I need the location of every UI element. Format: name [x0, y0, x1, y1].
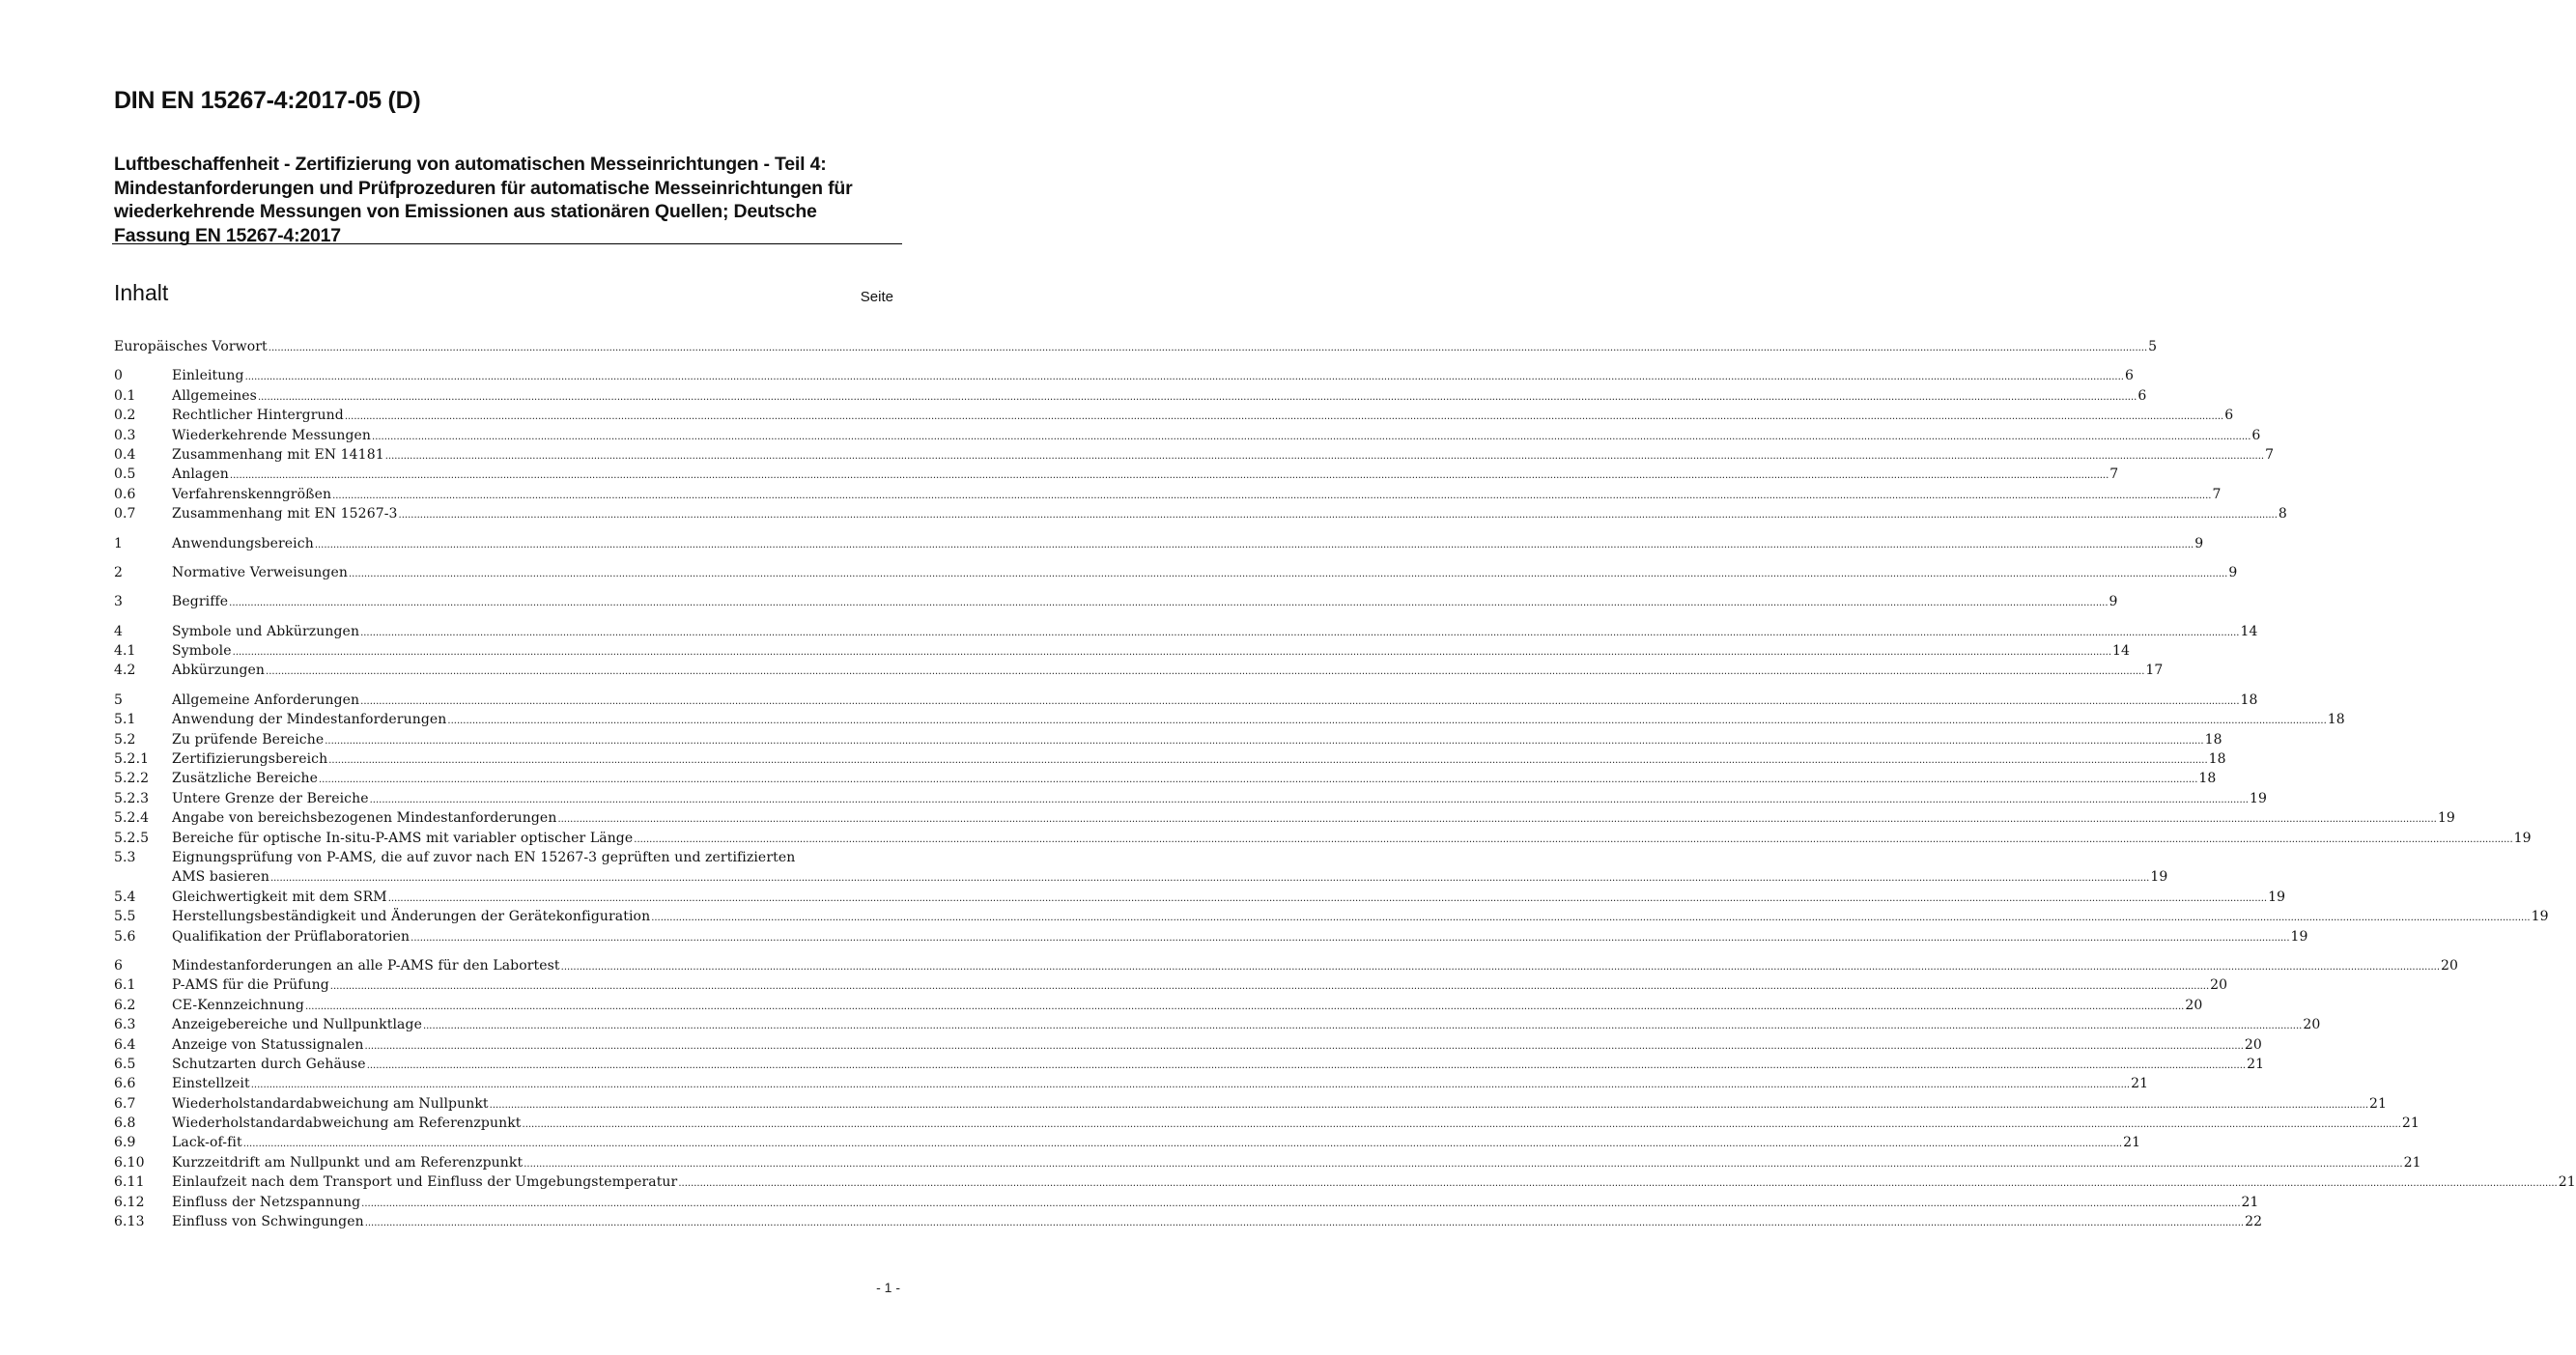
- toc-entry-page: 21: [2403, 1154, 2421, 1171]
- toc-leader-dots: [372, 428, 2250, 447]
- toc-entry[interactable]: [114, 1114, 2420, 1133]
- toc-heading: Inhalt: [114, 280, 169, 305]
- toc-entry[interactable]: [114, 691, 2258, 710]
- toc-entry-title: Herstellungsbeständigkeit und Änderungen der Gerätekonfiguration: [172, 909, 651, 925]
- toc-entry-page: 21: [2241, 1194, 2259, 1210]
- toc-leader-dots: [388, 889, 2267, 909]
- toc-entry-title: Kurzzeitdrift am Nullpunkt und am Referenzpunkt: [172, 1154, 524, 1171]
- toc-entry-number: 6.4: [114, 1036, 136, 1053]
- toc-entry-page: 18: [2240, 692, 2258, 708]
- toc-entry[interactable]: [114, 337, 2158, 356]
- toc-leader-dots: [370, 791, 2249, 810]
- toc-leader-dots: [230, 466, 2109, 486]
- page-number: - 1 -: [876, 1280, 900, 1295]
- toc-leader-dots: [399, 506, 2278, 525]
- toc-entry[interactable]: [114, 789, 2267, 808]
- toc-leader-dots: [233, 643, 2111, 663]
- toc-entry[interactable]: [114, 769, 2217, 788]
- toc-leader-dots: [365, 1037, 2244, 1057]
- toc-entry[interactable]: [114, 829, 2532, 848]
- toc-leader-dots: [305, 998, 2184, 1017]
- toc-entry-page: 14: [2240, 623, 2258, 639]
- toc-entry-number: 5.2.5: [114, 830, 150, 846]
- toc-leader-dots: [410, 929, 2289, 948]
- toc-entry-title: Allgemeines: [172, 387, 257, 404]
- toc-entry-page: 21: [2247, 1056, 2265, 1072]
- toc-entry-page: 19: [2437, 810, 2455, 827]
- toc-entry[interactable]: [114, 927, 2308, 946]
- toc-leader-dots: [315, 536, 2194, 555]
- table-of-contents: [114, 337, 2576, 1231]
- toc-entry-number: 5.2.4: [114, 810, 150, 827]
- toc-entry-page: 19: [2513, 830, 2532, 846]
- toc-entry-title: Symbole: [172, 643, 232, 660]
- toc-entry-page: 20: [2210, 977, 2228, 994]
- toc-entry-number: 5.2.1: [114, 751, 150, 768]
- toc-entry-title: Europäisches Vorwort: [114, 339, 268, 354]
- toc-entry-title: CE-Kennzeichnung: [172, 997, 304, 1013]
- toc-entry-title: Zertifizierungsbereich: [172, 751, 328, 768]
- toc-entry[interactable]: [114, 1055, 2265, 1074]
- toc-entry-page: 6: [2124, 368, 2134, 384]
- document-title: DIN EN 15267-4:2017-05 (D): [114, 87, 421, 114]
- toc-entry-title: Eignungsprüfung von P-AMS, die auf zuvor nach EN 15267-3 geprüften und zertifizierten: [172, 849, 796, 865]
- toc-entry-page: 21: [2401, 1115, 2420, 1132]
- toc-entry-page: 14: [2112, 643, 2131, 660]
- toc-entry-page: 18: [2208, 751, 2226, 768]
- toc-entry-page: 21: [2123, 1135, 2141, 1151]
- toc-entry-page: 6: [2137, 387, 2147, 404]
- toc-entry-title: Zusätzliche Bereiche: [172, 771, 318, 787]
- toc-leader-dots: [229, 594, 2108, 613]
- toc-entry[interactable]: [114, 622, 2258, 641]
- toc-entry[interactable]: [114, 730, 2222, 749]
- toc-leader-dots: [270, 869, 2149, 889]
- toc-entry-title: Abkürzungen: [172, 663, 266, 679]
- toc-leader-dots: [651, 909, 2530, 928]
- toc-entry-number: 2: [114, 564, 124, 580]
- toc-entry[interactable]: [114, 534, 2204, 553]
- toc-leader-dots: [634, 831, 2512, 850]
- toc-entry[interactable]: [114, 641, 2131, 661]
- toc-entry-number: 6.8: [114, 1115, 136, 1132]
- toc-entry-page: 19: [2249, 790, 2267, 806]
- toc-entry-page: 5: [2148, 339, 2158, 354]
- toc-entry-title: Zu prüfende Bereiche: [172, 731, 325, 748]
- toc-entry-title: Schutzarten durch Gehäuse: [172, 1056, 366, 1072]
- toc-entry[interactable]: [114, 848, 2168, 888]
- toc-entry-page: 7: [2109, 466, 2119, 483]
- toc-entry-number: 0.6: [114, 486, 136, 502]
- toc-entry-title: Einfluss der Netzspannung: [172, 1194, 361, 1210]
- toc-entry[interactable]: [114, 808, 2455, 828]
- toc-entry-page: 19: [2531, 909, 2549, 925]
- toc-entry-title: Anwendung der Mindestanforderungen: [172, 712, 447, 728]
- toc-entry[interactable]: [114, 426, 2261, 445]
- toc-leader-dots: [258, 388, 2137, 408]
- toc-entry-title: Wiederkehrende Messungen: [172, 427, 372, 443]
- toc-entry[interactable]: [114, 956, 2459, 975]
- toc-entry-title: Symbole und Abkürzungen: [172, 623, 360, 639]
- toc-entry[interactable]: [114, 749, 2226, 769]
- toc-entry[interactable]: [114, 1133, 2141, 1152]
- toc-entry-number: 6.10: [114, 1154, 145, 1171]
- toc-entry-page: 6: [2251, 427, 2261, 443]
- toc-entry[interactable]: [114, 504, 2287, 523]
- toc-entry-title-continued: AMS basieren: [172, 869, 269, 886]
- toc-entry-number: 6.12: [114, 1194, 145, 1210]
- toc-entry[interactable]: [114, 888, 2286, 907]
- title-divider: [112, 243, 902, 244]
- toc-entry-title: Bereiche für optische In-situ-P-AMS mit variabler optischer Länge: [172, 830, 634, 846]
- toc-leader-dots: [245, 368, 2124, 387]
- toc-entry[interactable]: [114, 563, 2238, 582]
- toc-entry-title: Einleitung: [172, 368, 244, 384]
- toc-entry-page: 18: [2204, 731, 2222, 748]
- toc-entry-page: 19: [2268, 889, 2286, 905]
- toc-entry[interactable]: [114, 445, 2275, 465]
- toc-entry-number: 5.5: [114, 909, 136, 925]
- toc-leader-dots: [243, 1135, 2122, 1154]
- toc-entry-page: 20: [2185, 997, 2203, 1013]
- toc-entry[interactable]: [114, 1153, 2421, 1172]
- toc-entry-title: Rechtlicher Hintergrund: [172, 408, 344, 424]
- toc-entry-page: 9: [2109, 594, 2118, 610]
- subtitle-line: Fassung EN 15267-4:2017: [114, 224, 341, 246]
- toc-entry-number: 6.2: [114, 997, 136, 1013]
- toc-entry-page: 8: [2278, 506, 2287, 522]
- toc-entry[interactable]: [114, 1015, 2321, 1034]
- toc-entry-number: 6.1: [114, 977, 136, 994]
- toc-entry-number: 4.2: [114, 663, 136, 679]
- toc-leader-dots: [345, 408, 2223, 427]
- toc-entry-number: 0.1: [114, 387, 136, 404]
- toc-entry-number: 6: [114, 957, 124, 974]
- toc-entry-title: Einstellzeit: [172, 1076, 250, 1092]
- toc-leader-dots: [490, 1096, 2368, 1115]
- toc-leader-dots: [251, 1076, 2130, 1095]
- toc-entry[interactable]: [114, 710, 2345, 729]
- document-subtitle: [114, 153, 902, 247]
- toc-entry-title: Zusammenhang mit EN 14181: [172, 446, 384, 463]
- toc-entry-page: 21: [2131, 1076, 2149, 1092]
- toc-entry-title: Allgemeine Anforderungen: [172, 692, 360, 708]
- toc-entry-page: 20: [2441, 957, 2459, 974]
- toc-leader-dots: [423, 1017, 2302, 1036]
- toc-entry[interactable]: [114, 485, 2222, 504]
- toc-entry-number: 5.2.3: [114, 790, 150, 806]
- toc-entry-page: 18: [2327, 712, 2345, 728]
- toc-entry-number: 5.2: [114, 731, 136, 748]
- toc-entry-page: 21: [2369, 1095, 2388, 1112]
- toc-entry-number: 0.2: [114, 408, 136, 424]
- toc-entry-number: 6.9: [114, 1135, 136, 1151]
- toc-entry-title: Verfahrenskenngrößen: [172, 486, 332, 502]
- toc-leader-dots: [360, 624, 2239, 643]
- toc-entry-number: 0.4: [114, 446, 136, 463]
- toc-leader-dots: [365, 1214, 2244, 1233]
- toc-entry-title: Anlagen: [172, 466, 229, 483]
- toc-entry[interactable]: [114, 366, 2134, 385]
- toc-entry-title: Anwendungsbereich: [172, 535, 314, 551]
- toc-leader-dots: [325, 732, 2203, 751]
- toc-entry-title: Anzeigebereiche und Nullpunktlage: [172, 1017, 422, 1033]
- toc-entry[interactable]: [114, 406, 2234, 425]
- toc-entry[interactable]: [114, 1212, 2263, 1231]
- toc-entry-number: 5.1: [114, 712, 136, 728]
- toc-entry-title: Einfluss von Schwingungen: [172, 1214, 364, 1230]
- toc-entry-number: 6.7: [114, 1095, 136, 1112]
- toc-entry-title: Anzeige von Statussignalen: [172, 1036, 364, 1053]
- toc-entry-number: 0: [114, 368, 124, 384]
- toc-entry-title: Begriffe: [172, 594, 229, 610]
- toc-entry-page: 7: [2265, 446, 2275, 463]
- toc-leader-dots: [269, 339, 2147, 358]
- toc-leader-dots: [447, 712, 2326, 731]
- toc-entry[interactable]: [114, 465, 2119, 484]
- toc-entry-number: 6.11: [114, 1174, 145, 1191]
- toc-entry-number: 4: [114, 623, 124, 639]
- toc-entry-page: 22: [2245, 1214, 2263, 1230]
- toc-entry-page: 20: [2244, 1036, 2262, 1053]
- toc-entry-number: 6.5: [114, 1056, 136, 1072]
- toc-entry-number: 6.3: [114, 1017, 136, 1033]
- toc-entry[interactable]: [114, 386, 2147, 406]
- toc-entry-title: Wiederholstandardabweichung am Referenzpunkt: [172, 1115, 522, 1132]
- subtitle-line: Luftbeschaffenheit - Zertifizierung von automatischen Messeinrichtungen - Teil 4:: [114, 154, 827, 175]
- toc-entry-title: Gleichwertigkeit mit dem SRM: [172, 889, 387, 905]
- toc-entry-number: 5.2.2: [114, 771, 150, 787]
- page-column-label: Seite: [860, 289, 893, 305]
- toc-entry-page: 19: [2150, 869, 2168, 886]
- toc-entry-number: 5.3: [114, 849, 136, 865]
- toc-leader-dots: [319, 771, 2197, 790]
- toc-entry-page: 9: [2228, 564, 2238, 580]
- toc-entry-page: 19: [2290, 928, 2308, 945]
- toc-entry[interactable]: [114, 592, 2118, 611]
- toc-entry[interactable]: [114, 661, 2164, 680]
- toc-leader-dots: [328, 751, 2207, 771]
- toc-leader-dots: [557, 810, 2436, 830]
- toc-entry-number: 1: [114, 535, 124, 551]
- toc-entry-number: 5: [114, 692, 124, 708]
- toc-entry[interactable]: [114, 1094, 2388, 1114]
- toc-entry-number: 6.6: [114, 1076, 136, 1092]
- subtitle-line: wiederkehrende Messungen von Emissionen aus stationären Quellen; Deutsche: [114, 201, 817, 222]
- toc-leader-dots: [361, 1195, 2240, 1214]
- toc-entry-title: Einlaufzeit nach dem Transport und Einfluss der Umgebungstemperatur: [172, 1174, 678, 1191]
- toc-leader-dots: [385, 447, 2264, 466]
- toc-leader-dots: [524, 1155, 2402, 1174]
- toc-entry-title: Lack-of-fit: [172, 1135, 242, 1151]
- toc-entry-title: Angabe von bereichsbezogenen Mindestanforderungen: [172, 810, 557, 827]
- toc-entry[interactable]: [114, 907, 2549, 926]
- toc-entry-number: 3: [114, 594, 124, 610]
- toc-leader-dots: [561, 958, 2440, 977]
- toc-entry-page: 9: [2194, 535, 2204, 551]
- toc-entry-number: 4.1: [114, 643, 136, 660]
- toc-entry[interactable]: [114, 975, 2228, 995]
- toc-leader-dots: [266, 663, 2144, 682]
- toc-entry-number: 0.3: [114, 427, 136, 443]
- toc-leader-dots: [523, 1115, 2401, 1135]
- toc-entry-number: 5.4: [114, 889, 136, 905]
- toc-entry-title: Zusammenhang mit EN 15267-3: [172, 506, 398, 522]
- toc-leader-dots: [349, 565, 2227, 584]
- toc-entry-page: 20: [2303, 1017, 2321, 1033]
- toc-entry[interactable]: [114, 1193, 2259, 1212]
- toc-leader-dots: [332, 487, 2211, 506]
- toc-entry-title: P-AMS für die Prüfung: [172, 977, 329, 994]
- toc-entry-title: Untere Grenze der Bereiche: [172, 790, 369, 806]
- toc-entry-number: 5.6: [114, 928, 136, 945]
- toc-entry-title: Mindestanforderungen an alle P-AMS für den Labortest: [172, 957, 560, 974]
- subtitle-line: Mindestanforderungen und Prüfprozeduren für automatische Messeinrichtungen für: [114, 177, 853, 199]
- toc-entry-page: 17: [2145, 663, 2164, 679]
- toc-entry-title: Qualifikation der Prüflaboratorien: [172, 928, 410, 945]
- toc-leader-dots: [678, 1174, 2557, 1194]
- toc-entry-number: 0.7: [114, 506, 136, 522]
- toc-leader-dots: [367, 1057, 2246, 1076]
- toc-entry-page: 21: [2558, 1174, 2576, 1191]
- toc-entry-page: 18: [2198, 771, 2217, 787]
- toc-entry-number: 6.13: [114, 1214, 145, 1230]
- toc-entry[interactable]: [114, 1074, 2149, 1093]
- toc-entry-title: Wiederholstandardabweichung am Nullpunkt: [172, 1095, 489, 1112]
- toc-entry[interactable]: [114, 1172, 2576, 1192]
- toc-entry-title: Normative Verweisungen: [172, 564, 348, 580]
- toc-entry-page: 7: [2212, 486, 2222, 502]
- toc-entry-number: 0.5: [114, 466, 136, 483]
- toc-leader-dots: [360, 692, 2239, 712]
- toc-leader-dots: [330, 977, 2209, 997]
- toc-entry[interactable]: [114, 1035, 2262, 1055]
- toc-entry-page: 6: [2224, 408, 2234, 424]
- toc-entry[interactable]: [114, 996, 2203, 1015]
